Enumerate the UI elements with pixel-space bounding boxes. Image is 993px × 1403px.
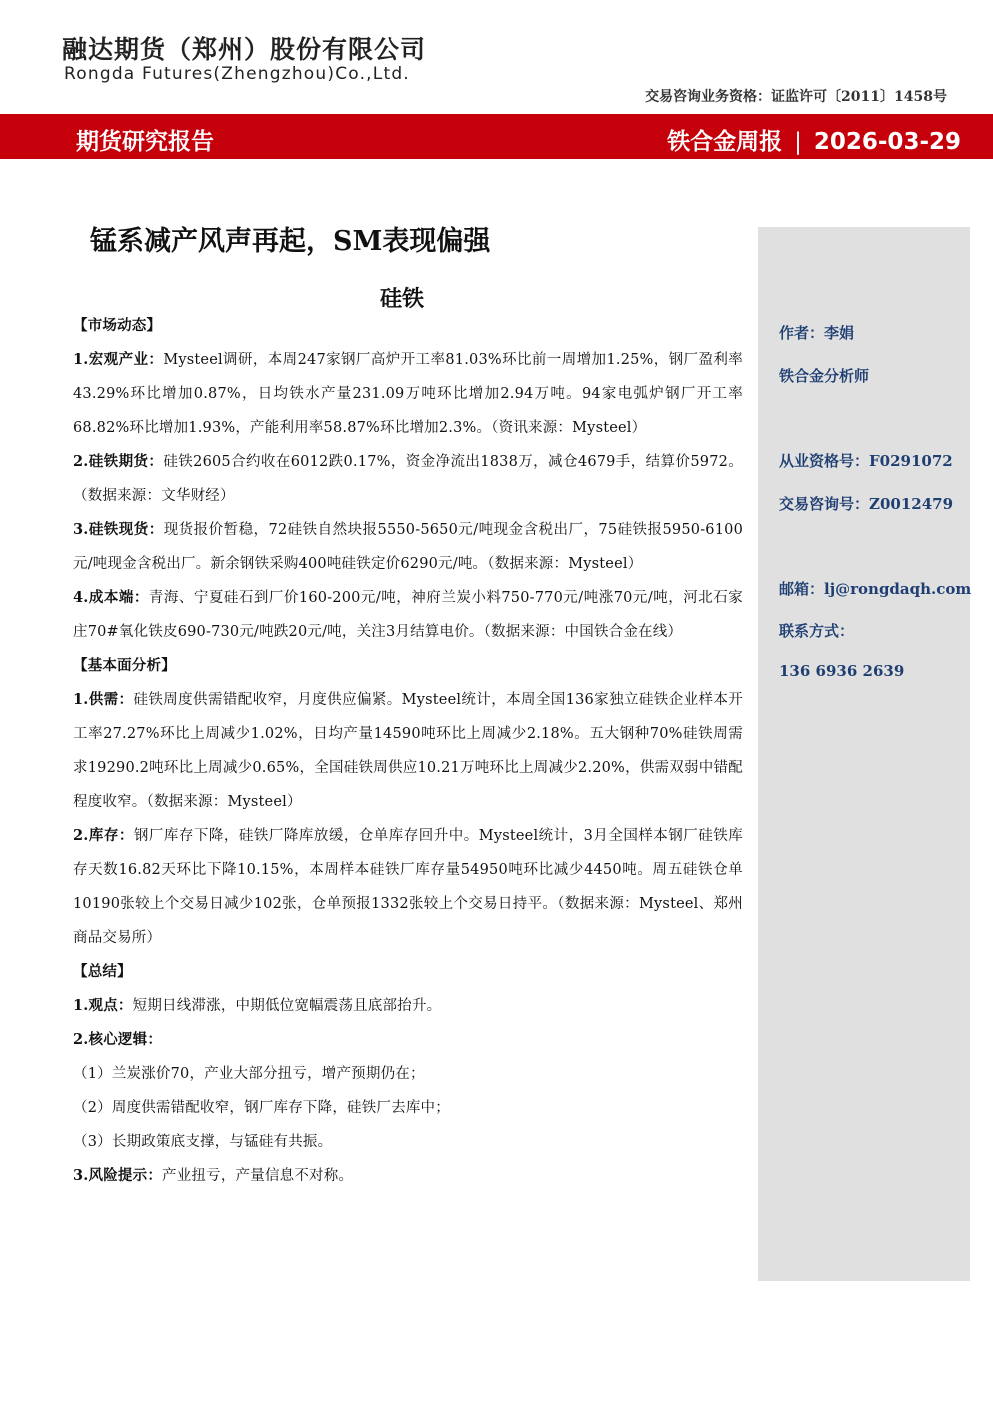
report-type-date — [667, 123, 961, 156]
report-title: 锰系减产风声再起，SM表现偏强 — [90, 226, 491, 257]
paragraph-text: 产业扭亏，产量信息不对称。 — [162, 1168, 354, 1184]
author-email: 邮箱：lj@rongdaqh.com — [779, 580, 972, 598]
paragraph-label: 2.硅铁期货： — [73, 453, 164, 470]
paragraph-label: 4.成本端： — [73, 589, 149, 606]
report-header-bar — [0, 114, 993, 159]
paragraph-label: 1.宏观产业： — [73, 351, 164, 368]
paragraph-label: 3.风险提示： — [73, 1167, 163, 1184]
paragraph-risk — [73, 1159, 743, 1193]
logic-item: （1）兰炭涨价70，产业大部分扭亏，增产预期仍在； — [73, 1066, 425, 1082]
paragraph-cost — [73, 581, 743, 649]
paragraph-text: 硅铁周度供需错配收窄，月度供应偏紧。Mysteel统计，本周全国136家独立硅铁企业样本开工率27.27%环比上周减少1.02%，日均产量14590吨环比上周减少2.18%。五大钢种70%硅铁周需求19290.2吨环比上周减少0.65%，全国硅铁周供应10.21万吨环比上周减少2.20%，供需双弱中错配程度收窄。（数据来源：Mysteel） — [73, 692, 744, 810]
section-heading-summary: 【总结】 — [73, 963, 132, 980]
author-role: 铁合金分析师 — [779, 367, 870, 385]
paragraph-supply-demand — [73, 683, 743, 819]
logic-item: （3）长期政策底支撑，与锰硅有共振。 — [73, 1134, 333, 1150]
paragraph-logic-label: 2.核心逻辑： — [73, 1031, 163, 1048]
paragraph-label: 1.观点： — [73, 997, 133, 1014]
paragraph-inventory — [73, 819, 743, 955]
paragraph-text: 钢厂库存下降，硅铁厂降库放缓，仓单库存回升中。Mysteel统计，3月全国样本钢厂硅铁库存天数16.82天环比下降10.15%，本周样本硅铁厂库存量54950吨环比减少4450吨。周五硅铁仓单10190张较上个交易日减少102张，仓单预报1332张较上个交易日持平。（数据来源：Mysteel、郑州商品交易所） — [73, 828, 743, 946]
paragraph-futures — [73, 445, 743, 513]
author-consult-number: 交易咨询号：Z0012479 — [779, 495, 954, 513]
paragraph-label: 2.库存： — [73, 827, 134, 844]
paragraph-label: 3.硅铁现货： — [73, 521, 164, 538]
contact-label: 联系方式： — [779, 622, 855, 640]
report-type: 铁合金周报 — [667, 129, 783, 155]
company-name-en: Rongda Futures(Zhengzhou)Co.,Ltd. — [64, 64, 410, 84]
logic-item: （2）周度供需错配收窄，钢厂库存下降，硅铁厂去库中； — [73, 1100, 450, 1116]
report-subtitle: 硅铁 — [380, 286, 425, 312]
section-heading-fundamental: 【基本面分析】 — [73, 657, 176, 674]
author-name: 作者：李娟 — [779, 324, 855, 342]
paragraph-text: 青海、宁夏硅石到厂价160-200元/吨，神府兰炭小料750-770元/吨涨70元/吨，河北石家庄70#氧化铁皮690-730元/吨跌20元/吨，关注3月结算电价。（数据来源：中国铁合金在线） — [73, 590, 743, 640]
paragraph-text: 短期日线滞涨，中期低位宽幅震荡且底部抬升。 — [132, 998, 442, 1014]
qualification-license: 交易咨询业务资格：证监许可〔2011〕1458号 — [645, 89, 947, 105]
paragraph-text: Mysteel调研，本周247家钢厂高炉开工率81.03%环比前一周增加1.25%，钢厂盈利率43.29%环比增加0.87%，日均铁水产量231.09万吨环比增加2.94万吨。94家电弧炉钢厂开工率68.82%环比增加1.93%，产能利用率58.87%环比增加2.3%。（资讯来源：Mysteel） — [73, 352, 743, 436]
paragraph-text: 现货报价暂稳，72硅铁自然块报5550-5650元/吨现金含税出厂，75硅铁报5950-6100元/吨现金含税出厂。新余钢铁采购400吨硅铁定价6290元/吨。（数据来源：Mysteel） — [73, 522, 743, 572]
paragraph-spot — [73, 513, 743, 581]
author-cert-number: 从业资格号：F0291072 — [779, 452, 953, 470]
section-heading-market: 【市场动态】 — [73, 317, 162, 334]
paragraph-macro — [73, 343, 743, 445]
paragraph-label: 1.供需： — [73, 691, 134, 708]
company-name-cn: 融达期货（郑州）股份有限公司 — [62, 35, 427, 64]
contact-phone: 136 6936 2639 — [779, 662, 905, 680]
report-body — [73, 309, 743, 1193]
report-category: 期货研究报告 — [76, 129, 214, 155]
author-sidebar — [758, 227, 970, 1281]
paragraph-view — [73, 989, 743, 1023]
bar-separator: | — [794, 129, 802, 155]
paragraph-text: 硅铁2605合约收在6012跌0.17%，资金净流出1838万，减仓4679手，结算价5972。（数据来源：文华财经） — [73, 454, 743, 504]
report-date: 2026-03-29 — [813, 129, 961, 155]
